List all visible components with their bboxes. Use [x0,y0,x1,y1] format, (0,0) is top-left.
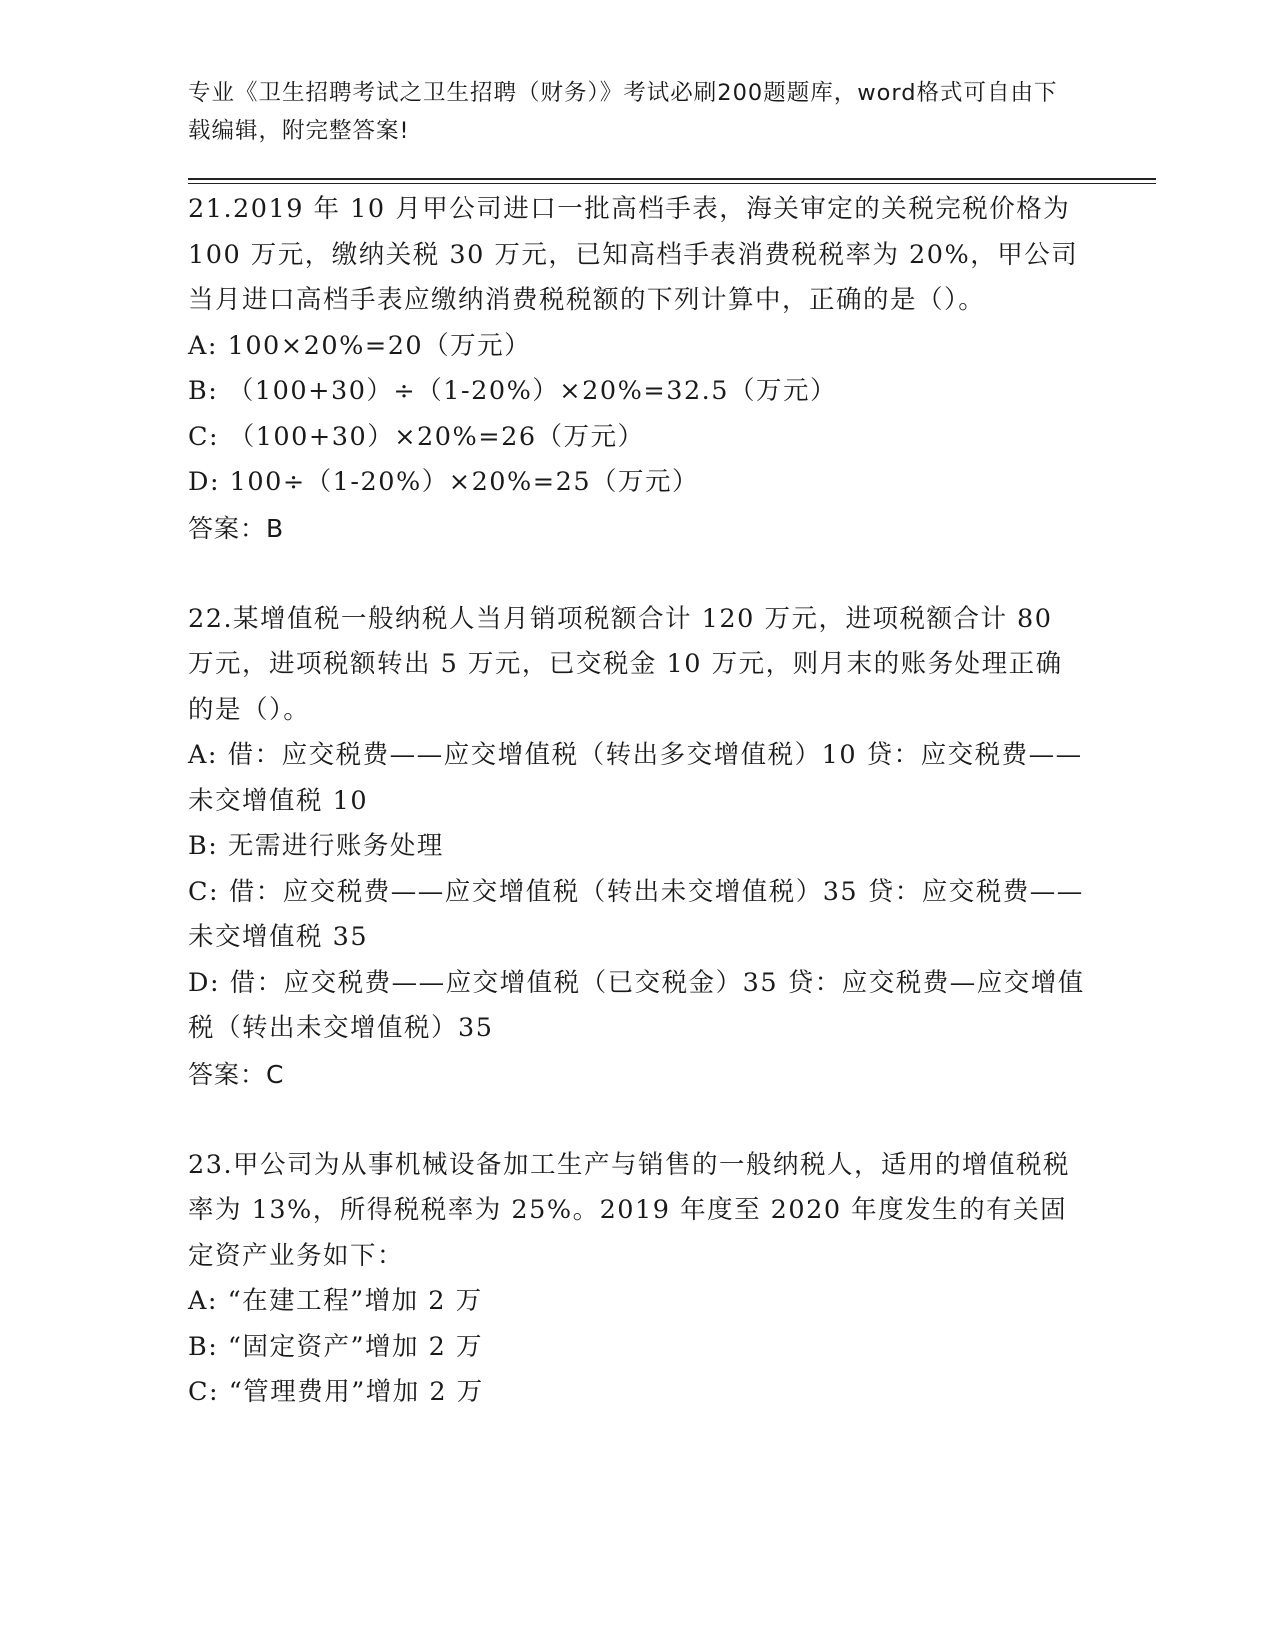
spacer [188,551,1088,597]
question-stem: 22.某增值税一般纳税人当月销项税额合计 120 万元，进项税额合计 80 万元，进项税额转出 5 万元，已交税金 10 万元，则月末的账务处理正确的是（）。 [188,603,1063,725]
question-stem: 23.甲公司为从事机械设备加工生产与销售的一般纳税人，适用的增值税税率为 13%，所得税税率为 25%。2019 年度至 2020 年度发生的有关固定资产业务如下： [188,1149,1071,1271]
answer-label: 答案：C [188,1059,285,1089]
option-d: D: 借：应交税费——应交增值税（已交税金）35 贷：应交税费—应交增值税（转出未交增值税）35 [188,967,1085,1043]
option-c: C: 借：应交税费——应交增值税（转出未交增值税）35 贷：应交税费——未交增值税 35 [188,876,1084,952]
question-stem: 21.2019 年 10 月甲公司进口一批高档手表，海关审定的关税完税价格为 100 万元，缴纳关税 30 万元，已知高档手表消费税税率为 20%，甲公司当月进口高档手表应缴纳消费税税额的下列计算中，正确的是（）。 [188,194,1079,315]
header-rule-thin [188,183,1156,184]
option-c: C: （100+30）×20%=26（万元） [188,421,645,452]
option-c: C: “管理费用”增加 2 万 [188,1377,484,1407]
option-b: B: “固定资产”增加 2 万 [188,1331,483,1362]
option-a: A: 借：应交税费——应交增值税（转出多交增值税）10 贷：应交税费——未交增值税 10 [188,740,1083,816]
question-22 [188,597,1088,1098]
document-header: 专业《卫生招聘考试之卫生招聘（财务）》考试必刷200题题库，word格式可自由下载编辑，附完整答案! [188,80,1058,144]
header-rule-thick [188,178,1156,180]
option-a: A: 100×20%=20（万元） [188,330,532,361]
answer-label: 答案：B [188,513,285,543]
spacer [188,1097,1088,1143]
option-a: A: “在建工程”增加 2 万 [188,1286,483,1316]
option-b: B: （100+30）÷（1-20%）×20%=32.5（万元） [188,376,837,406]
option-d: D: 100÷（1-20%）×20%=25（万元） [188,467,700,497]
option-b: B: 无需进行账务处理 [188,831,444,861]
question-23 [188,1143,1088,1416]
question-21 [188,187,1088,551]
document-body [188,187,1088,1416]
